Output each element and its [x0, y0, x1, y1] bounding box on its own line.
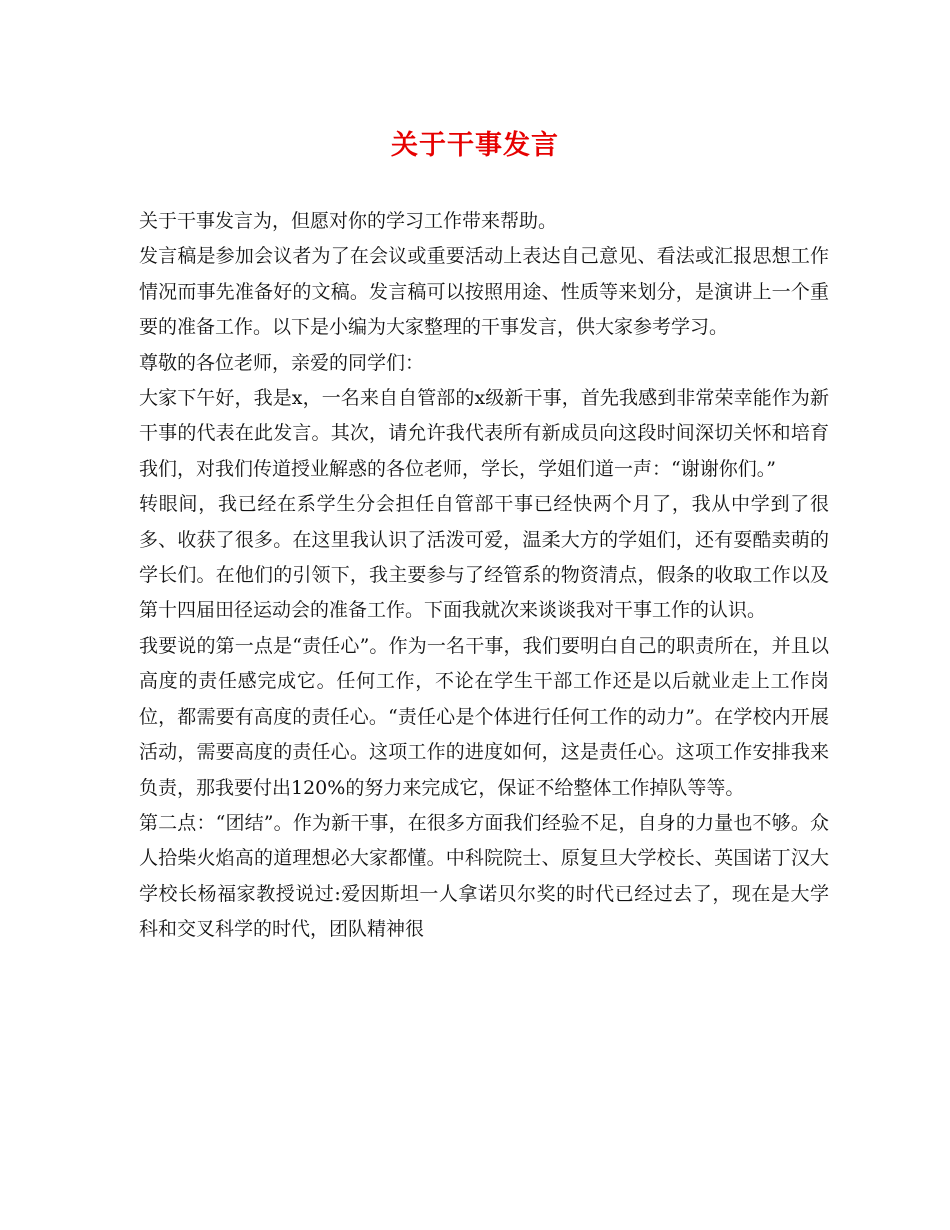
paragraph-intro: 关于干事发言为，但愿对你的学习工作带来帮助。 — [139, 210, 558, 232]
paragraph-greeting: 大家下午好，我是x，一名来自自管部的x级新干事，首先我感到非常荣幸能作为新干事的代表在此发言。其次，请允许我代表所有新成员向这段时间深切关怀和培育我们，对我们传道授业解惑的各位老师，学长，学姐们道一声：“谢谢你们。” — [139, 387, 829, 480]
paragraph-responsibility: 我要说的第一点是“责任心”。作为一名干事，我们要明白自己的职责所在，并且以高度的责任感完成它。任何工作，不论在学生干部工作还是以后就业走上工作岗位，都需要有高度的责任心。“责任心是个体进行任何工作的动力”。在学校内开展活动，需要高度的责任心。这项工作的进度如何，这是责任心。这项工作安排我来负责，那我要付出120%的努力来完成它，保证不给整体工作掉队等等。 — [139, 634, 829, 799]
paragraph-definition: 发言稿是参加会议者为了在会议或重要活动上表达自己意见、看法或汇报思想工作情况而事先准备好的文稿。发言稿可以按照用途、性质等来划分，是演讲上一个重要的准备工作。以下是小编为大家整理的干事发言，供大家参考学习。 — [139, 245, 829, 339]
paragraph-salutation: 尊敬的各位老师，亲爱的同学们： — [139, 351, 425, 374]
document-title: 关于干事发言 — [391, 130, 559, 161]
paragraph-experience: 转眼间，我已经在系学生分会担任自管部干事已经快两个月了，我从中学到了很多、收获了很多。在这里我认识了活泼可爱，温柔大方的学姐们，还有耍酷卖萌的学长们。在他们的引领下，我主要参与了经管系的物资清点，假条的收取工作以及第十四届田径运动会的准备工作。下面我就次来谈谈我对干事工作的认识。 — [139, 493, 829, 622]
document-body — [139, 204, 829, 948]
paragraph-unity: 第二点：“团结”。作为新干事，在很多方面我们经验不足，自身的力量也不够。众人拾柴火焰高的道理想必大家都懂。中科院院士、原复旦大学校长、英国诺丁汉大学校长杨福家教授说过:爱因斯坦一人拿诺贝尔奖的时代已经过去了，现在是大学科和交叉科学的时代，团队精神很 — [139, 811, 829, 941]
